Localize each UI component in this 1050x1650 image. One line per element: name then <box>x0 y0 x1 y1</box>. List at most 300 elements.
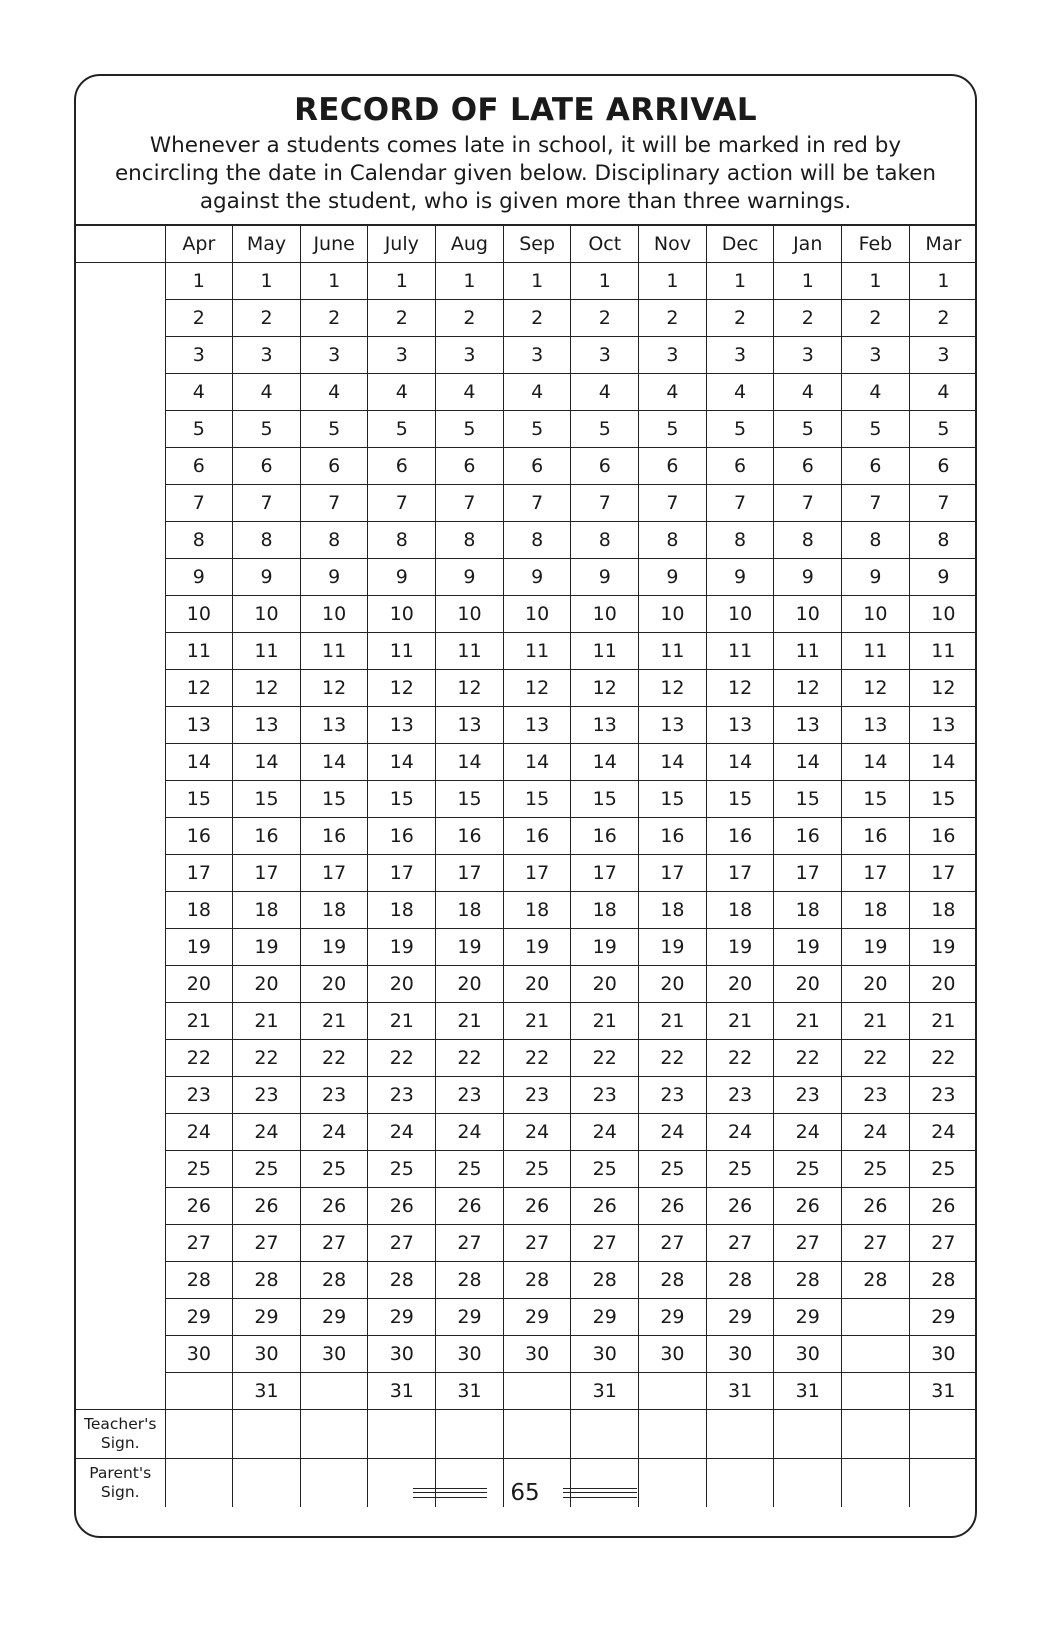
date-cell[interactable]: 7 <box>300 485 368 522</box>
date-cell[interactable]: 9 <box>165 559 233 596</box>
date-cell[interactable]: 24 <box>842 1114 910 1151</box>
date-cell[interactable]: 22 <box>233 1040 301 1077</box>
date-cell[interactable]: 18 <box>639 892 707 929</box>
date-cell[interactable]: 1 <box>774 263 842 300</box>
date-cell[interactable]: 10 <box>639 596 707 633</box>
signature-cell[interactable] <box>300 1410 368 1459</box>
date-cell[interactable]: 22 <box>571 1040 639 1077</box>
date-cell[interactable]: 1 <box>706 263 774 300</box>
date-cell[interactable]: 9 <box>436 559 504 596</box>
date-cell[interactable]: 25 <box>909 1151 977 1188</box>
date-cell[interactable]: 31 <box>706 1373 774 1410</box>
date-cell[interactable]: 14 <box>571 744 639 781</box>
date-cell[interactable]: 3 <box>639 337 707 374</box>
date-cell[interactable]: 29 <box>233 1299 301 1336</box>
date-cell[interactable]: 24 <box>706 1114 774 1151</box>
date-cell[interactable]: 31 <box>436 1373 504 1410</box>
date-cell[interactable]: 11 <box>233 633 301 670</box>
date-cell[interactable]: 28 <box>300 1262 368 1299</box>
signature-cell[interactable] <box>706 1410 774 1459</box>
date-cell[interactable]: 15 <box>571 781 639 818</box>
date-cell[interactable]: 13 <box>368 707 436 744</box>
date-cell[interactable]: 11 <box>368 633 436 670</box>
date-cell[interactable]: 2 <box>165 300 233 337</box>
date-cell[interactable]: 18 <box>909 892 977 929</box>
date-cell[interactable]: 12 <box>774 670 842 707</box>
date-cell[interactable]: 24 <box>165 1114 233 1151</box>
date-cell[interactable]: 24 <box>571 1114 639 1151</box>
date-cell[interactable]: 10 <box>233 596 301 633</box>
date-cell[interactable]: 8 <box>300 522 368 559</box>
signature-cell[interactable] <box>503 1410 571 1459</box>
date-cell[interactable]: 7 <box>165 485 233 522</box>
date-cell[interactable]: 5 <box>639 411 707 448</box>
date-cell[interactable]: 25 <box>300 1151 368 1188</box>
date-cell[interactable]: 6 <box>503 448 571 485</box>
date-cell[interactable]: 25 <box>842 1151 910 1188</box>
date-cell[interactable]: 10 <box>436 596 504 633</box>
date-cell[interactable]: 27 <box>300 1225 368 1262</box>
date-cell[interactable]: 28 <box>503 1262 571 1299</box>
date-cell[interactable]: 10 <box>842 596 910 633</box>
date-cell[interactable]: 14 <box>233 744 301 781</box>
date-cell[interactable]: 18 <box>842 892 910 929</box>
date-cell[interactable]: 21 <box>165 1003 233 1040</box>
date-cell[interactable]: 6 <box>300 448 368 485</box>
signature-cell[interactable] <box>165 1410 233 1459</box>
date-cell[interactable]: 15 <box>503 781 571 818</box>
date-cell[interactable]: 25 <box>368 1151 436 1188</box>
date-cell[interactable]: 10 <box>571 596 639 633</box>
date-cell[interactable]: 21 <box>571 1003 639 1040</box>
date-cell[interactable]: 21 <box>503 1003 571 1040</box>
date-cell[interactable]: 19 <box>368 929 436 966</box>
date-cell[interactable]: 16 <box>233 818 301 855</box>
date-cell[interactable]: 28 <box>436 1262 504 1299</box>
date-cell[interactable]: 4 <box>300 374 368 411</box>
date-cell[interactable]: 9 <box>909 559 977 596</box>
date-cell[interactable]: 13 <box>503 707 571 744</box>
date-cell[interactable]: 30 <box>571 1336 639 1373</box>
date-cell[interactable]: 25 <box>706 1151 774 1188</box>
date-cell[interactable]: 12 <box>300 670 368 707</box>
date-cell[interactable]: 11 <box>165 633 233 670</box>
date-cell[interactable]: 12 <box>233 670 301 707</box>
date-cell[interactable]: 21 <box>436 1003 504 1040</box>
date-cell[interactable]: 5 <box>300 411 368 448</box>
date-cell[interactable]: 18 <box>436 892 504 929</box>
date-cell[interactable]: 21 <box>233 1003 301 1040</box>
date-cell[interactable]: 24 <box>639 1114 707 1151</box>
date-cell[interactable]: 5 <box>503 411 571 448</box>
date-cell[interactable]: 19 <box>503 929 571 966</box>
date-cell[interactable]: 7 <box>503 485 571 522</box>
date-cell[interactable]: 22 <box>774 1040 842 1077</box>
date-cell[interactable]: 20 <box>503 966 571 1003</box>
date-cell[interactable]: 15 <box>300 781 368 818</box>
date-cell[interactable]: 29 <box>639 1299 707 1336</box>
date-cell[interactable]: 25 <box>571 1151 639 1188</box>
date-cell[interactable]: 20 <box>300 966 368 1003</box>
signature-cell[interactable] <box>368 1410 436 1459</box>
date-cell[interactable]: 28 <box>706 1262 774 1299</box>
date-cell[interactable]: 17 <box>571 855 639 892</box>
date-cell[interactable]: 18 <box>774 892 842 929</box>
date-cell[interactable]: 1 <box>233 263 301 300</box>
date-cell[interactable]: 14 <box>436 744 504 781</box>
date-cell[interactable]: 19 <box>706 929 774 966</box>
date-cell[interactable]: 6 <box>909 448 977 485</box>
date-cell[interactable]: 8 <box>639 522 707 559</box>
date-cell[interactable]: 28 <box>233 1262 301 1299</box>
date-cell[interactable]: 10 <box>368 596 436 633</box>
date-cell[interactable]: 15 <box>909 781 977 818</box>
date-cell[interactable]: 27 <box>706 1225 774 1262</box>
date-cell[interactable]: 17 <box>436 855 504 892</box>
date-cell[interactable]: 10 <box>503 596 571 633</box>
date-cell[interactable]: 22 <box>706 1040 774 1077</box>
date-cell[interactable]: 7 <box>571 485 639 522</box>
date-cell[interactable]: 9 <box>639 559 707 596</box>
date-cell[interactable]: 22 <box>639 1040 707 1077</box>
date-cell[interactable]: 12 <box>639 670 707 707</box>
date-cell[interactable]: 22 <box>436 1040 504 1077</box>
date-cell[interactable]: 12 <box>503 670 571 707</box>
date-cell[interactable]: 18 <box>233 892 301 929</box>
date-cell[interactable]: 27 <box>842 1225 910 1262</box>
date-cell[interactable]: 14 <box>368 744 436 781</box>
date-cell[interactable]: 3 <box>706 337 774 374</box>
date-cell[interactable]: 4 <box>233 374 301 411</box>
date-cell[interactable]: 6 <box>706 448 774 485</box>
date-cell[interactable]: 29 <box>165 1299 233 1336</box>
date-cell[interactable]: 13 <box>165 707 233 744</box>
date-cell[interactable]: 19 <box>300 929 368 966</box>
signature-cell[interactable] <box>909 1410 977 1459</box>
date-cell[interactable]: 11 <box>909 633 977 670</box>
date-cell[interactable]: 15 <box>368 781 436 818</box>
date-cell[interactable]: 16 <box>368 818 436 855</box>
date-cell[interactable]: 2 <box>639 300 707 337</box>
date-cell[interactable]: 29 <box>774 1299 842 1336</box>
date-cell[interactable]: 22 <box>503 1040 571 1077</box>
date-cell[interactable]: 26 <box>368 1188 436 1225</box>
date-cell[interactable]: 27 <box>639 1225 707 1262</box>
date-cell[interactable]: 31 <box>571 1373 639 1410</box>
date-cell[interactable]: 11 <box>571 633 639 670</box>
date-cell[interactable]: 27 <box>571 1225 639 1262</box>
date-cell[interactable]: 30 <box>165 1336 233 1373</box>
date-cell[interactable]: 26 <box>639 1188 707 1225</box>
date-cell[interactable]: 7 <box>368 485 436 522</box>
date-cell[interactable]: 27 <box>503 1225 571 1262</box>
date-cell[interactable]: 12 <box>368 670 436 707</box>
date-cell[interactable]: 19 <box>436 929 504 966</box>
date-cell[interactable]: 23 <box>706 1077 774 1114</box>
date-cell[interactable]: 5 <box>233 411 301 448</box>
date-cell[interactable]: 30 <box>909 1336 977 1373</box>
date-cell[interactable]: 3 <box>436 337 504 374</box>
date-cell[interactable]: 3 <box>909 337 977 374</box>
date-cell[interactable]: 3 <box>368 337 436 374</box>
date-cell[interactable]: 7 <box>909 485 977 522</box>
date-cell[interactable]: 28 <box>571 1262 639 1299</box>
date-cell[interactable]: 23 <box>842 1077 910 1114</box>
date-cell[interactable]: 30 <box>436 1336 504 1373</box>
date-cell[interactable]: 20 <box>368 966 436 1003</box>
date-cell[interactable]: 6 <box>842 448 910 485</box>
date-cell[interactable]: 12 <box>842 670 910 707</box>
date-cell[interactable]: 7 <box>436 485 504 522</box>
date-cell[interactable]: 26 <box>842 1188 910 1225</box>
date-cell[interactable]: 5 <box>909 411 977 448</box>
date-cell[interactable]: 7 <box>842 485 910 522</box>
date-cell[interactable]: 16 <box>909 818 977 855</box>
date-cell[interactable]: 10 <box>909 596 977 633</box>
date-cell[interactable]: 15 <box>233 781 301 818</box>
date-cell[interactable]: 2 <box>842 300 910 337</box>
date-cell[interactable]: 31 <box>233 1373 301 1410</box>
date-cell[interactable]: 3 <box>300 337 368 374</box>
date-cell[interactable]: 13 <box>571 707 639 744</box>
signature-cell[interactable] <box>639 1410 707 1459</box>
date-cell[interactable]: 30 <box>774 1336 842 1373</box>
date-cell[interactable]: 21 <box>706 1003 774 1040</box>
date-cell[interactable]: 16 <box>639 818 707 855</box>
date-cell[interactable]: 1 <box>909 263 977 300</box>
signature-cell[interactable] <box>571 1410 639 1459</box>
date-cell[interactable]: 27 <box>368 1225 436 1262</box>
date-cell[interactable]: 16 <box>165 818 233 855</box>
date-cell[interactable]: 20 <box>436 966 504 1003</box>
date-cell[interactable]: 17 <box>909 855 977 892</box>
date-cell[interactable]: 1 <box>639 263 707 300</box>
date-cell[interactable]: 2 <box>436 300 504 337</box>
date-cell[interactable]: 25 <box>233 1151 301 1188</box>
date-cell[interactable]: 21 <box>300 1003 368 1040</box>
date-cell[interactable]: 20 <box>842 966 910 1003</box>
date-cell[interactable]: 20 <box>165 966 233 1003</box>
date-cell[interactable]: 27 <box>233 1225 301 1262</box>
date-cell[interactable]: 4 <box>706 374 774 411</box>
date-cell[interactable]: 2 <box>300 300 368 337</box>
date-cell[interactable]: 11 <box>436 633 504 670</box>
date-cell[interactable]: 24 <box>300 1114 368 1151</box>
date-cell[interactable]: 17 <box>706 855 774 892</box>
date-cell[interactable]: 14 <box>165 744 233 781</box>
date-cell[interactable]: 11 <box>774 633 842 670</box>
date-cell[interactable]: 9 <box>571 559 639 596</box>
signature-cell[interactable] <box>233 1410 301 1459</box>
date-cell[interactable]: 19 <box>774 929 842 966</box>
date-cell[interactable]: 18 <box>571 892 639 929</box>
date-cell[interactable]: 30 <box>368 1336 436 1373</box>
date-cell[interactable]: 26 <box>706 1188 774 1225</box>
date-cell[interactable]: 24 <box>436 1114 504 1151</box>
date-cell[interactable]: 20 <box>774 966 842 1003</box>
date-cell[interactable]: 6 <box>774 448 842 485</box>
date-cell[interactable]: 1 <box>503 263 571 300</box>
date-cell[interactable]: 30 <box>639 1336 707 1373</box>
date-cell[interactable]: 14 <box>639 744 707 781</box>
date-cell[interactable]: 22 <box>368 1040 436 1077</box>
date-cell[interactable]: 2 <box>571 300 639 337</box>
date-cell[interactable]: 1 <box>165 263 233 300</box>
date-cell[interactable]: 22 <box>165 1040 233 1077</box>
date-cell[interactable]: 20 <box>909 966 977 1003</box>
date-cell[interactable]: 30 <box>300 1336 368 1373</box>
date-cell[interactable]: 18 <box>300 892 368 929</box>
date-cell[interactable]: 6 <box>368 448 436 485</box>
date-cell[interactable]: 19 <box>165 929 233 966</box>
date-cell[interactable]: 13 <box>842 707 910 744</box>
date-cell[interactable]: 24 <box>774 1114 842 1151</box>
date-cell[interactable]: 6 <box>436 448 504 485</box>
date-cell[interactable]: 9 <box>368 559 436 596</box>
date-cell[interactable]: 2 <box>503 300 571 337</box>
date-cell[interactable]: 17 <box>165 855 233 892</box>
date-cell[interactable]: 23 <box>639 1077 707 1114</box>
date-cell[interactable]: 7 <box>774 485 842 522</box>
date-cell[interactable]: 18 <box>368 892 436 929</box>
date-cell[interactable]: 9 <box>842 559 910 596</box>
date-cell[interactable]: 24 <box>503 1114 571 1151</box>
date-cell[interactable]: 28 <box>368 1262 436 1299</box>
date-cell[interactable]: 6 <box>233 448 301 485</box>
date-cell[interactable]: 5 <box>774 411 842 448</box>
signature-cell[interactable] <box>774 1410 842 1459</box>
date-cell[interactable]: 30 <box>233 1336 301 1373</box>
date-cell[interactable]: 27 <box>909 1225 977 1262</box>
date-cell[interactable]: 8 <box>368 522 436 559</box>
date-cell[interactable]: 12 <box>706 670 774 707</box>
signature-cell[interactable] <box>436 1410 504 1459</box>
date-cell[interactable]: 26 <box>300 1188 368 1225</box>
date-cell[interactable]: 24 <box>368 1114 436 1151</box>
date-cell[interactable]: 20 <box>639 966 707 1003</box>
date-cell[interactable]: 23 <box>774 1077 842 1114</box>
date-cell[interactable]: 21 <box>774 1003 842 1040</box>
date-cell[interactable]: 15 <box>436 781 504 818</box>
date-cell[interactable]: 16 <box>706 818 774 855</box>
date-cell[interactable]: 19 <box>233 929 301 966</box>
date-cell[interactable]: 24 <box>233 1114 301 1151</box>
date-cell[interactable]: 18 <box>706 892 774 929</box>
date-cell[interactable]: 28 <box>842 1262 910 1299</box>
date-cell[interactable]: 11 <box>706 633 774 670</box>
date-cell[interactable]: 4 <box>503 374 571 411</box>
date-cell[interactable]: 22 <box>300 1040 368 1077</box>
date-cell[interactable]: 1 <box>300 263 368 300</box>
date-cell[interactable]: 14 <box>842 744 910 781</box>
date-cell[interactable]: 31 <box>368 1373 436 1410</box>
date-cell[interactable]: 23 <box>909 1077 977 1114</box>
date-cell[interactable]: 11 <box>503 633 571 670</box>
date-cell[interactable]: 16 <box>571 818 639 855</box>
date-cell[interactable]: 5 <box>842 411 910 448</box>
date-cell[interactable]: 29 <box>503 1299 571 1336</box>
date-cell[interactable]: 1 <box>436 263 504 300</box>
date-cell[interactable]: 13 <box>774 707 842 744</box>
date-cell[interactable]: 17 <box>639 855 707 892</box>
date-cell[interactable]: 21 <box>368 1003 436 1040</box>
date-cell[interactable]: 14 <box>503 744 571 781</box>
date-cell[interactable]: 11 <box>639 633 707 670</box>
date-cell[interactable]: 19 <box>639 929 707 966</box>
date-cell[interactable]: 6 <box>639 448 707 485</box>
date-cell[interactable]: 25 <box>774 1151 842 1188</box>
date-cell[interactable]: 20 <box>706 966 774 1003</box>
date-cell[interactable]: 11 <box>842 633 910 670</box>
date-cell[interactable]: 15 <box>639 781 707 818</box>
date-cell[interactable]: 23 <box>503 1077 571 1114</box>
date-cell[interactable]: 26 <box>571 1188 639 1225</box>
date-cell[interactable]: 29 <box>300 1299 368 1336</box>
date-cell[interactable]: 20 <box>571 966 639 1003</box>
date-cell[interactable]: 12 <box>165 670 233 707</box>
date-cell[interactable]: 15 <box>165 781 233 818</box>
date-cell[interactable]: 24 <box>909 1114 977 1151</box>
date-cell[interactable]: 19 <box>909 929 977 966</box>
date-cell[interactable]: 19 <box>842 929 910 966</box>
date-cell[interactable]: 2 <box>774 300 842 337</box>
date-cell[interactable]: 18 <box>503 892 571 929</box>
date-cell[interactable]: 9 <box>774 559 842 596</box>
date-cell[interactable]: 8 <box>436 522 504 559</box>
date-cell[interactable]: 26 <box>233 1188 301 1225</box>
date-cell[interactable]: 15 <box>842 781 910 818</box>
date-cell[interactable]: 6 <box>165 448 233 485</box>
date-cell[interactable]: 4 <box>909 374 977 411</box>
date-cell[interactable]: 20 <box>233 966 301 1003</box>
date-cell[interactable]: 9 <box>300 559 368 596</box>
date-cell[interactable]: 28 <box>909 1262 977 1299</box>
date-cell[interactable]: 13 <box>706 707 774 744</box>
date-cell[interactable]: 28 <box>639 1262 707 1299</box>
date-cell[interactable]: 10 <box>774 596 842 633</box>
date-cell[interactable]: 14 <box>300 744 368 781</box>
signature-cell[interactable] <box>842 1410 910 1459</box>
date-cell[interactable]: 7 <box>639 485 707 522</box>
date-cell[interactable]: 21 <box>842 1003 910 1040</box>
date-cell[interactable]: 2 <box>909 300 977 337</box>
date-cell[interactable]: 29 <box>706 1299 774 1336</box>
date-cell[interactable]: 8 <box>571 522 639 559</box>
date-cell[interactable]: 7 <box>706 485 774 522</box>
date-cell[interactable]: 17 <box>842 855 910 892</box>
date-cell[interactable]: 4 <box>368 374 436 411</box>
date-cell[interactable]: 12 <box>909 670 977 707</box>
date-cell[interactable]: 8 <box>165 522 233 559</box>
date-cell[interactable]: 4 <box>571 374 639 411</box>
date-cell[interactable]: 5 <box>571 411 639 448</box>
date-cell[interactable]: 21 <box>639 1003 707 1040</box>
date-cell[interactable]: 3 <box>842 337 910 374</box>
date-cell[interactable]: 3 <box>233 337 301 374</box>
date-cell[interactable]: 25 <box>436 1151 504 1188</box>
date-cell[interactable]: 6 <box>571 448 639 485</box>
date-cell[interactable]: 16 <box>300 818 368 855</box>
date-cell[interactable]: 1 <box>571 263 639 300</box>
date-cell[interactable]: 25 <box>639 1151 707 1188</box>
date-cell[interactable]: 4 <box>436 374 504 411</box>
date-cell[interactable]: 13 <box>909 707 977 744</box>
date-cell[interactable]: 15 <box>706 781 774 818</box>
date-cell[interactable]: 16 <box>436 818 504 855</box>
date-cell[interactable]: 23 <box>300 1077 368 1114</box>
date-cell[interactable]: 5 <box>165 411 233 448</box>
date-cell[interactable]: 27 <box>165 1225 233 1262</box>
